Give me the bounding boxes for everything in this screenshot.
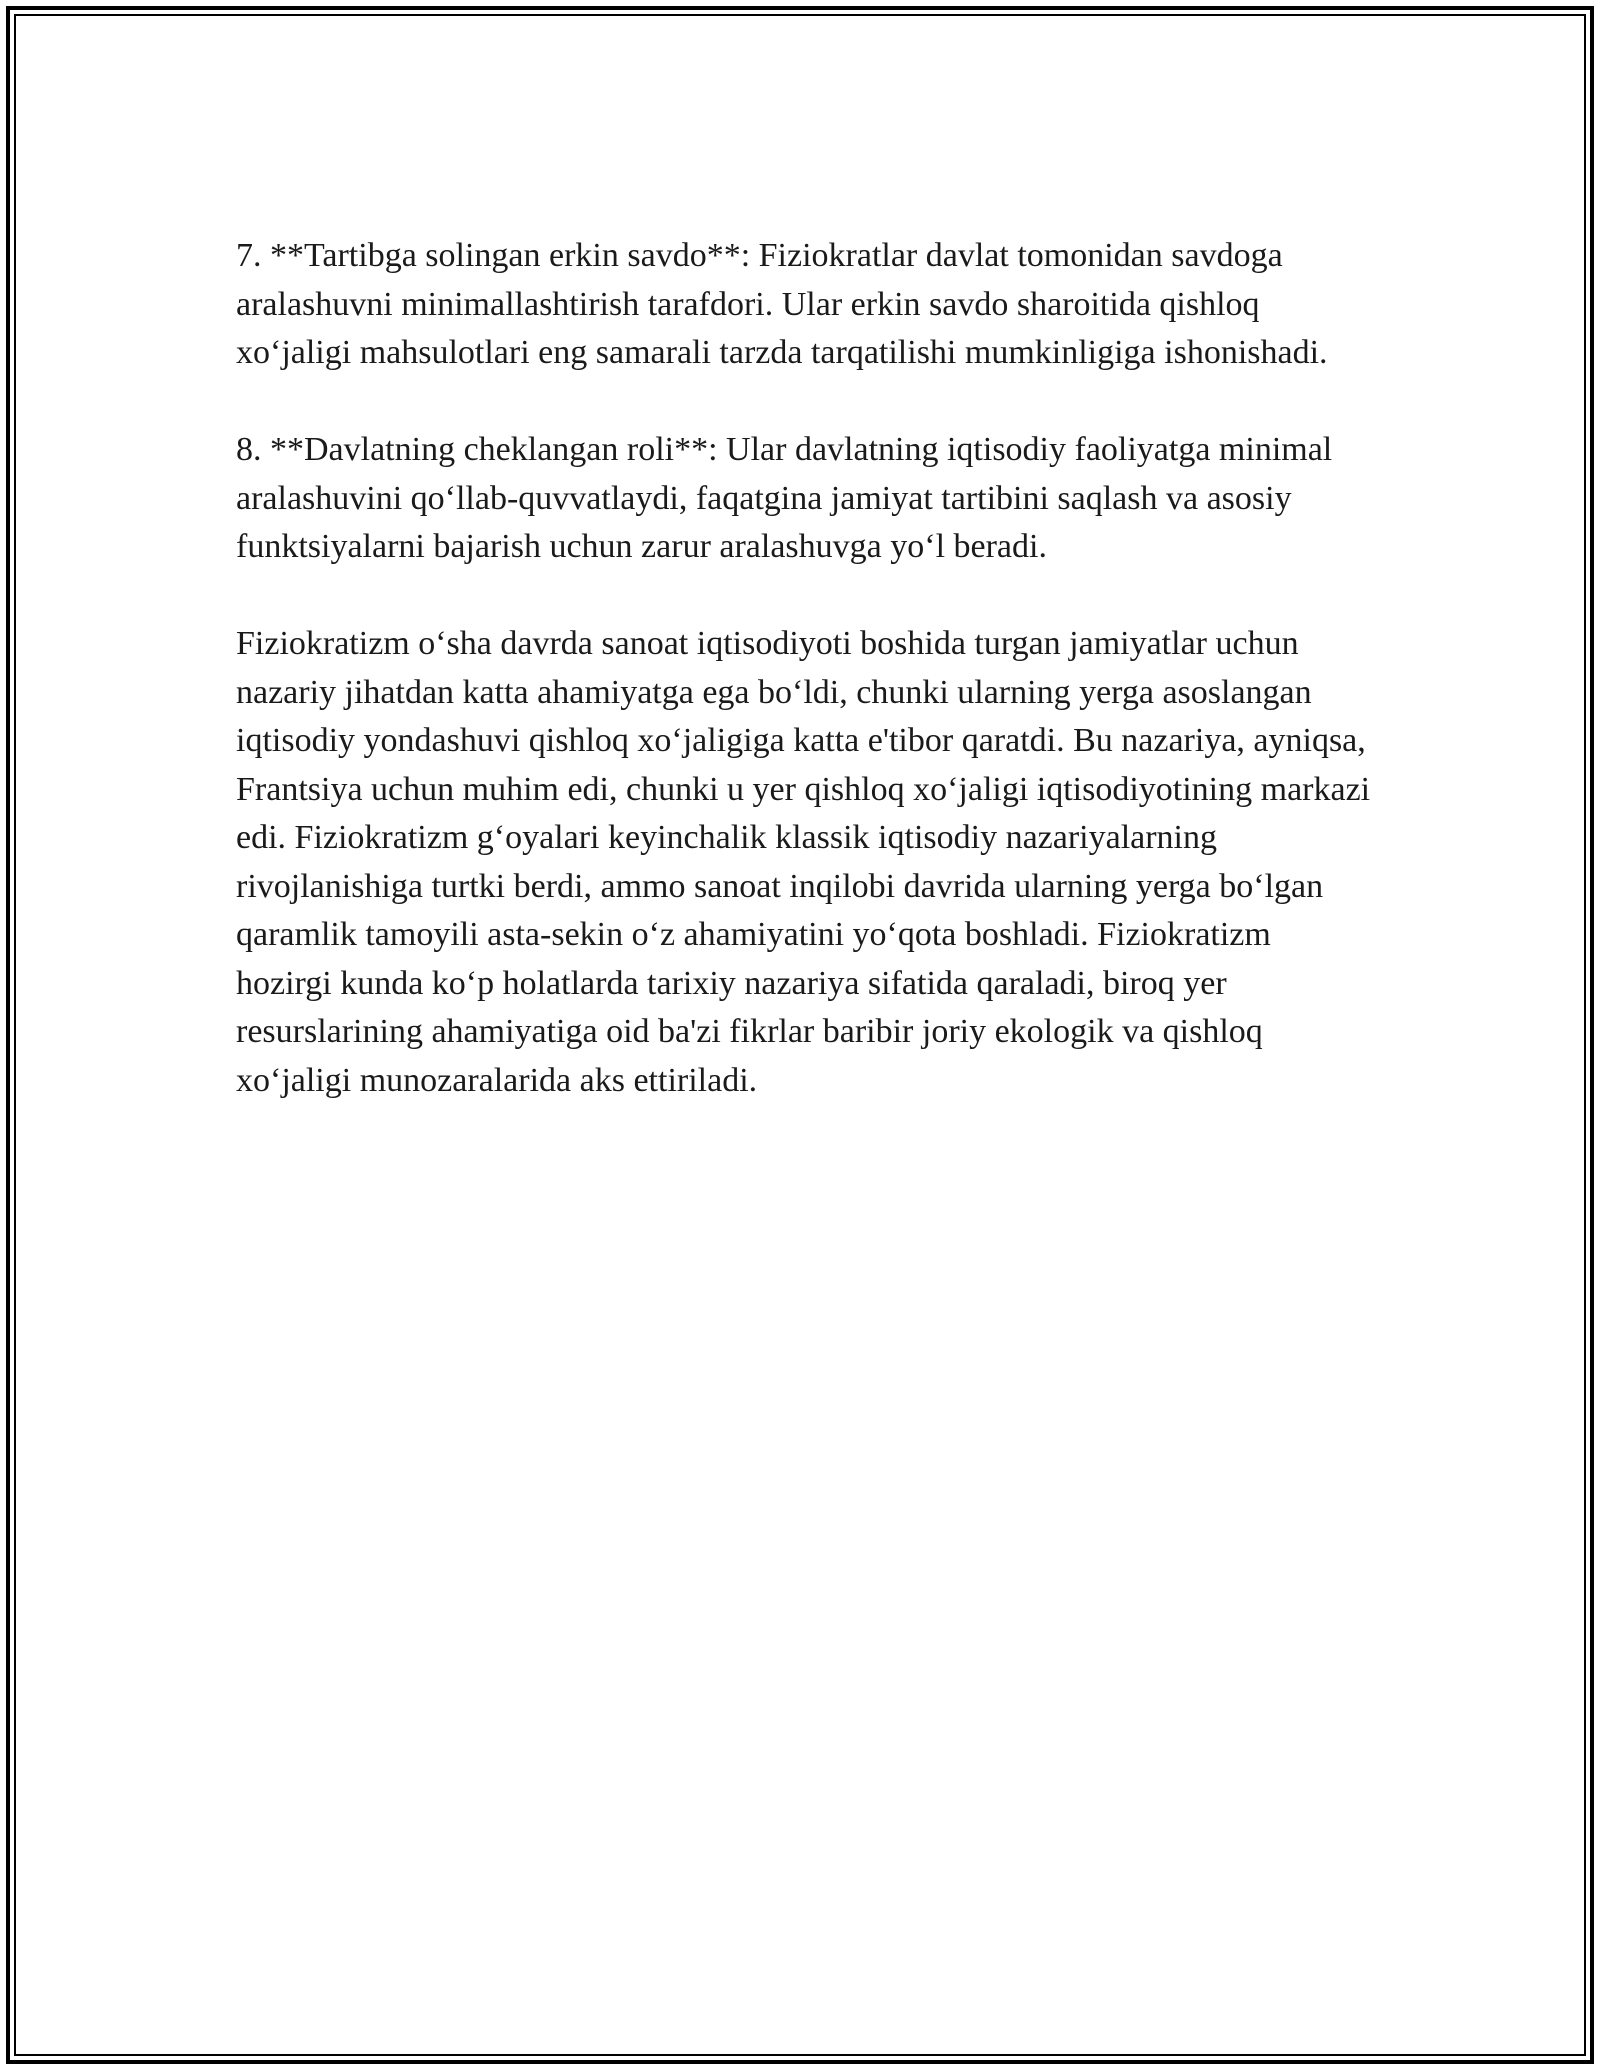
paragraph-item-7: 7. **Tartibga solingan erkin savdo**: Fiziokratlar davlat tomonidan savdoga aralashuvni minimallashtirish tarafdori. Ular erkin savdo sharoitida qishloq xo‘jaligi mahsulotlari eng samarali tarzda tarqatilishi mumkinligiga ishonishadi. <box>236 237 1328 371</box>
paragraph-conclusion: Fiziokratizm o‘sha davrda sanoat iqtisodiyoti boshida turgan jamiyatlar uchun nazariy jihatdan katta ahamiyatga ega bo‘ldi, chunki ularning yerga asoslangan iqtisodiy yondashuvi qishloq xo‘jaligiga katta e'tibor qaratdi. Bu nazariya, ayniqsa, Frantsiya uchun muhim edi, chunki u yer qishloq xo‘jaligi iqtisodiyotining markazi edi. Fiziokratizm g‘oyalari keyinchalik klassik iqtisodiy nazariyalarning rivojlanishiga turtki berdi, ammo sanoat inqilobi davrida ularning yerga bo‘lgan qaramlik tamoyili asta-sekin o‘z ahamiyatini yo‘qota boshladi. Fiziokratizm hozirgi kunda ko‘p holatlarda tarixiy nazariya sifatida qaraladi, biroq yer resurslarining ahamiyatiga oid ba'zi fikrlar baribir joriy ekologik va qishloq xo‘jaligi munozaralarida aks ettiriladi. <box>236 625 1371 1099</box>
paragraph-item-8: 8. **Davlatning cheklangan roli**: Ular davlatning iqtisodiy faoliyatga minimal aralashuvini qo‘llab-quvvatlaydi, faqatgina jamiyat tartibini saqlash va asosiy funktsiyalarni bajarish uchun zarur aralashuvga yo‘l beradi. <box>236 431 1333 565</box>
document-body <box>236 232 1371 1154</box>
